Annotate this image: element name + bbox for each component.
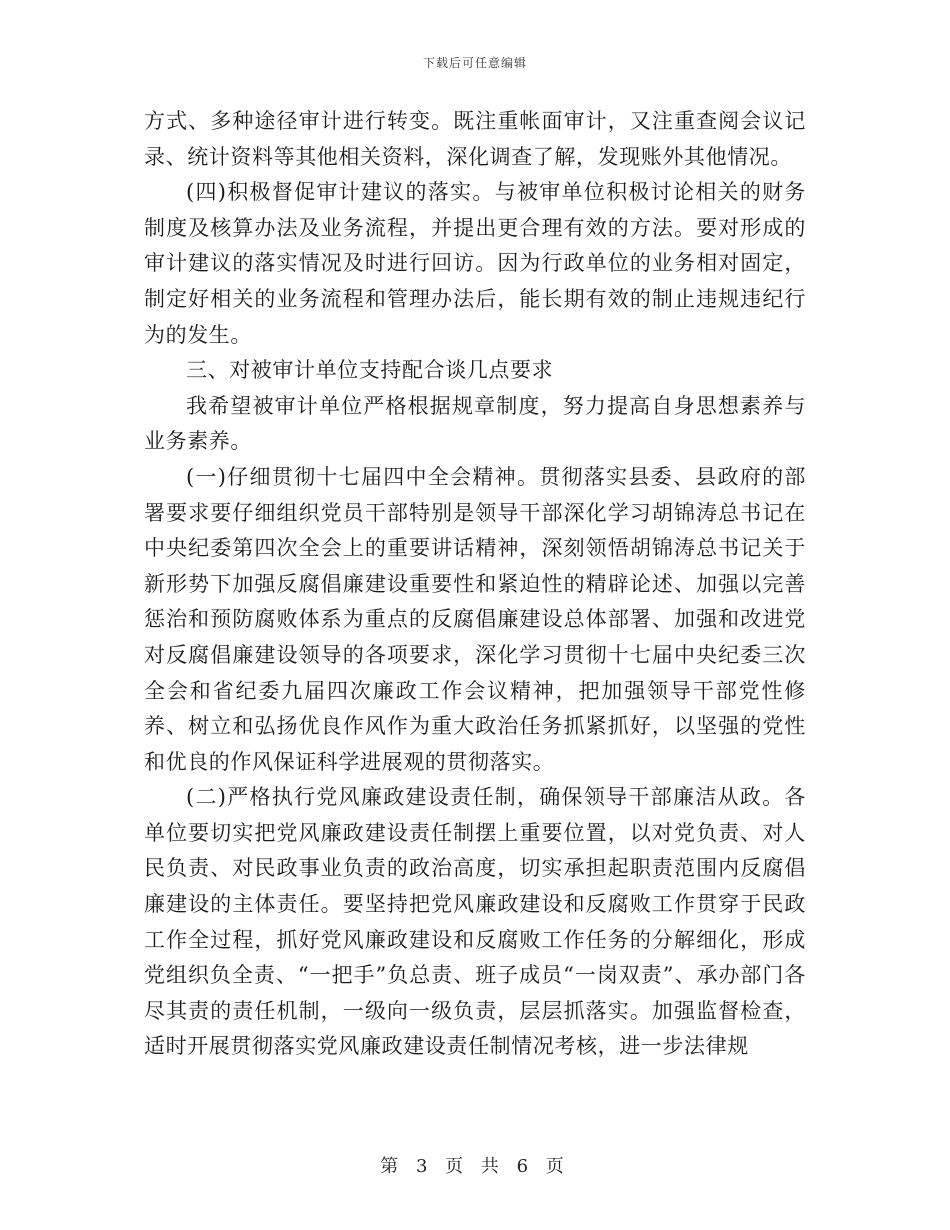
page-header-note: 下载后可任意编辑: [422, 56, 527, 70]
document-body: [144, 104, 806, 1065]
paragraph-5: (一)仔细贯彻十七届四中全会精神。贯彻落实县委、县政府的部署要求要仔细组织党员干部特别是领导干部深化学习胡锦涛总书记在中央纪委第四次全会上的重要讲话精神，深刻领悟胡锦涛总书记关于新形势下加强反腐倡廉建设重要性和紧迫性的精辟论述、加强以完善惩治和预防腐败体系为重点的反腐倡廉建设总体部署、加强和改进党对反腐倡廉建设领导的各项要求，深化学习贯彻十七届中央纪委三次全会和省纪委九届四次廉政工作会议精神，把加强领导干部党性修养、树立和弘扬优良作风作为重大政治任务抓紧抓好，以坚强的党性和优良的作风保证科学进展观的贯彻落实。: [144, 464, 806, 774]
section-heading: 三、对被审计单位支持配合谈几点要求: [186, 358, 554, 383]
paragraph-1: 方式、多种途径审计进行转变。既注重帐面审计，又注重查阅会议记录、统计资料等其他相关资料，深化调查了解，发现账外其他情况。: [144, 109, 806, 169]
paragraph-4: 我希望被审计单位严格根据规章制度，努力提高自身思想素养与业务素养。: [144, 393, 806, 454]
paragraph-6: (二)严格执行党风廉政建设责任制，确保领导干部廉洁从政。各单位要切实把党风廉政建设责任制摆上重要位置，以对党负责、对人民负责、对民政事业负责的政治高度，切实承担起职责范围内反腐倡廉建设的主体责任。要坚持把党风廉政建设和反腐败工作贯穿于民政工作全过程，抓好党风廉政建设和反腐败工作任务的分解细化，形成党组织负全责、“一把手”负总责、班子成员“一岗双责”、承办部门各尽其责的责任机制，一级向一级负责，层层抓落实。加强监督检查，适时开展贯彻落实党风廉政建设责任制情况考核，进一步法律规: [144, 785, 806, 1059]
page-number: 第 3 页 共 6 页: [380, 1156, 570, 1177]
paragraph-2: (四)积极督促审计建议的落实。与被审单位积极讨论相关的财务制度及核算办法及业务流程，并提出更合理有效的方法。要对形成的审计建议的落实情况及时进行回访。因为行政单位的业务相对固定，制定好相关的业务流程和管理办法后，能长期有效的制止违规违纪行为的发生。: [144, 180, 806, 347]
